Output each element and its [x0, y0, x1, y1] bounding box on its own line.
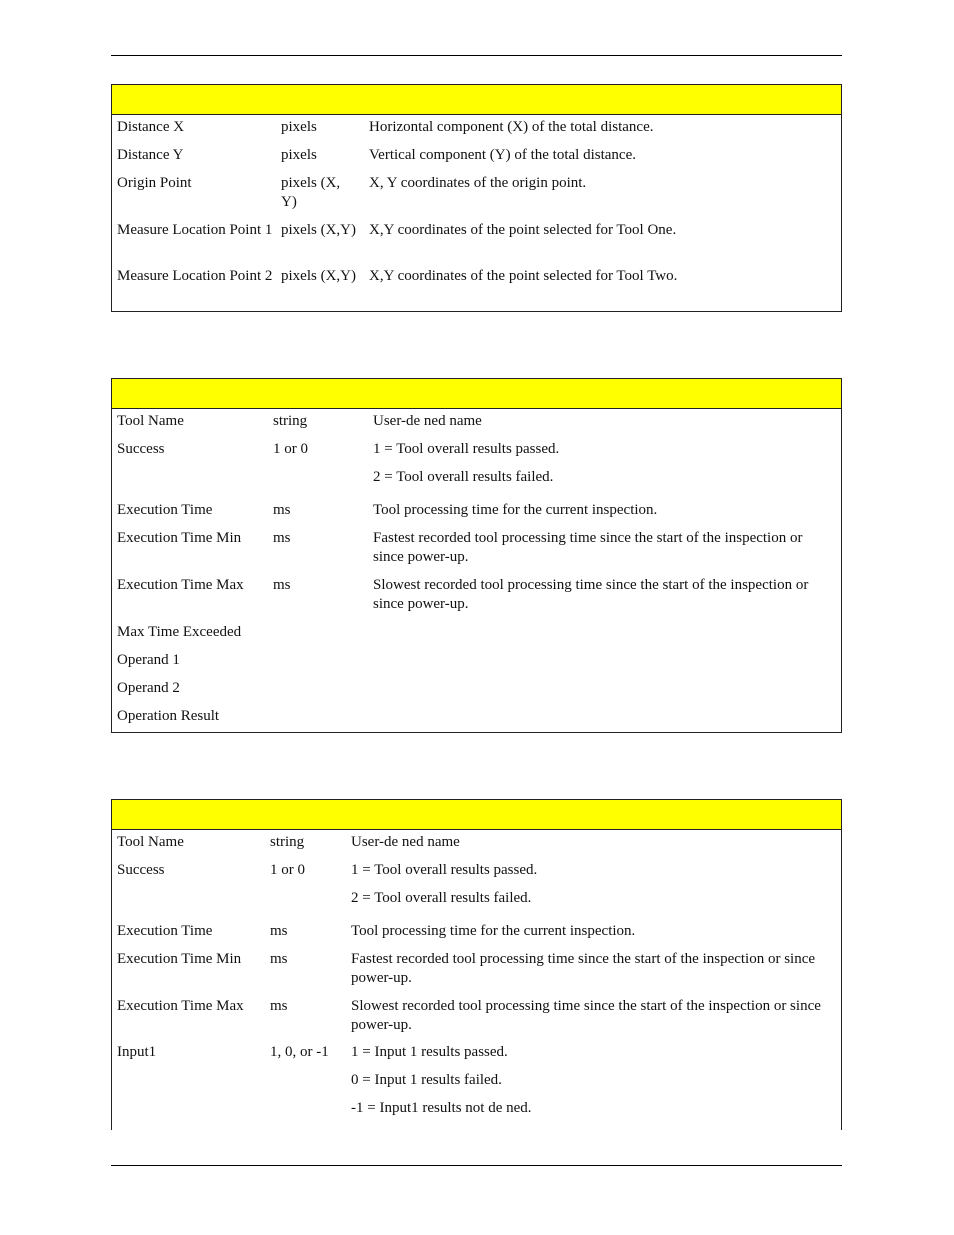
row-description: 2 = Tool overall results failed.: [373, 469, 554, 485]
row-name: Operation Result: [117, 708, 220, 724]
row-unit: pixels (X,Y): [281, 222, 356, 238]
row-name: Operand 1: [117, 652, 180, 668]
row-description: X, Y coordinates of the origin point.: [369, 175, 587, 191]
results-table-2: [111, 378, 842, 733]
row-name: Execution Time: [117, 502, 213, 518]
row-unit: ms: [270, 951, 288, 967]
row-name: Distance X: [117, 119, 185, 135]
row-unit: string: [273, 413, 308, 429]
table-header-bar: [112, 800, 841, 830]
row-unit: ms: [270, 998, 288, 1014]
row-name: Success: [117, 441, 165, 457]
row-description: Tool processing time for the current inspection.: [351, 923, 636, 939]
row-unit: ms: [270, 923, 288, 939]
row-unit: 1 or 0: [270, 862, 305, 878]
results-table-1: [111, 84, 842, 312]
row-name: Operand 2: [117, 680, 180, 696]
row-description: X,Y coordinates of the point selected for Tool Two.: [369, 268, 678, 284]
table-header-bar: [112, 85, 841, 115]
row-description: 0 = Input 1 results failed.: [351, 1072, 502, 1088]
row-name: Origin Point: [117, 175, 192, 191]
row-description: Fastest recorded tool processing time since the start of the inspection or since power-up.: [351, 951, 816, 986]
row-unit: 1, 0, or -1: [270, 1044, 329, 1060]
row-unit: ms: [273, 577, 291, 593]
row-unit: string: [270, 834, 305, 850]
row-description: 1 = Tool overall results passed.: [373, 441, 560, 457]
row-name: Execution Time: [117, 923, 213, 939]
row-description: Slowest recorded tool processing time since the start of the inspection or since power-up.: [351, 998, 821, 1033]
row-unit: ms: [273, 502, 291, 518]
row-description: Horizontal component (X) of the total distance.: [369, 119, 654, 135]
row-unit: pixels: [281, 147, 317, 163]
row-description: Tool processing time for the current inspection.: [373, 502, 658, 518]
row-name: Execution Time Max: [117, 577, 244, 593]
row-name: Measure Location Point 2: [117, 268, 273, 284]
row-name: Measure Location Point 1: [117, 222, 273, 238]
header-rule: [111, 55, 842, 56]
row-name: Success: [117, 862, 165, 878]
footer-rule: [111, 1165, 842, 1166]
row-name: Execution Time Min: [117, 530, 242, 546]
row-unit: 1 or 0: [273, 441, 308, 457]
row-unit: pixels: [281, 119, 317, 135]
row-description: 1 = Input 1 results passed.: [351, 1044, 508, 1060]
row-description: Fastest recorded tool processing time since the start of the inspection or since power-up.: [373, 530, 803, 565]
row-name: Execution Time Min: [117, 951, 242, 967]
row-name: Distance Y: [117, 147, 184, 163]
row-name: Max Time Exceeded: [117, 624, 242, 640]
row-unit: pixels (X, Y): [281, 175, 341, 210]
row-description: -1 = Input1 results not de ned.: [351, 1100, 532, 1116]
row-description: 2 = Tool overall results failed.: [351, 890, 532, 906]
row-description: User-de ned name: [373, 413, 482, 429]
table-header-bar: [112, 379, 841, 409]
row-description: 1 = Tool overall results passed.: [351, 862, 538, 878]
results-table-3: [111, 799, 842, 1130]
row-description: Vertical component (Y) of the total distance.: [369, 147, 636, 163]
row-name: Tool Name: [117, 413, 184, 429]
row-name: Tool Name: [117, 834, 184, 850]
row-description: User-de ned name: [351, 834, 460, 850]
row-name: Execution Time Max: [117, 998, 244, 1014]
row-name: Input1: [117, 1044, 157, 1060]
row-unit: pixels (X,Y): [281, 268, 356, 284]
row-unit: ms: [273, 530, 291, 546]
row-description: X,Y coordinates of the point selected for Tool One.: [369, 222, 677, 238]
row-description: Slowest recorded tool processing time since the start of the inspection or since power-up.: [373, 577, 809, 612]
